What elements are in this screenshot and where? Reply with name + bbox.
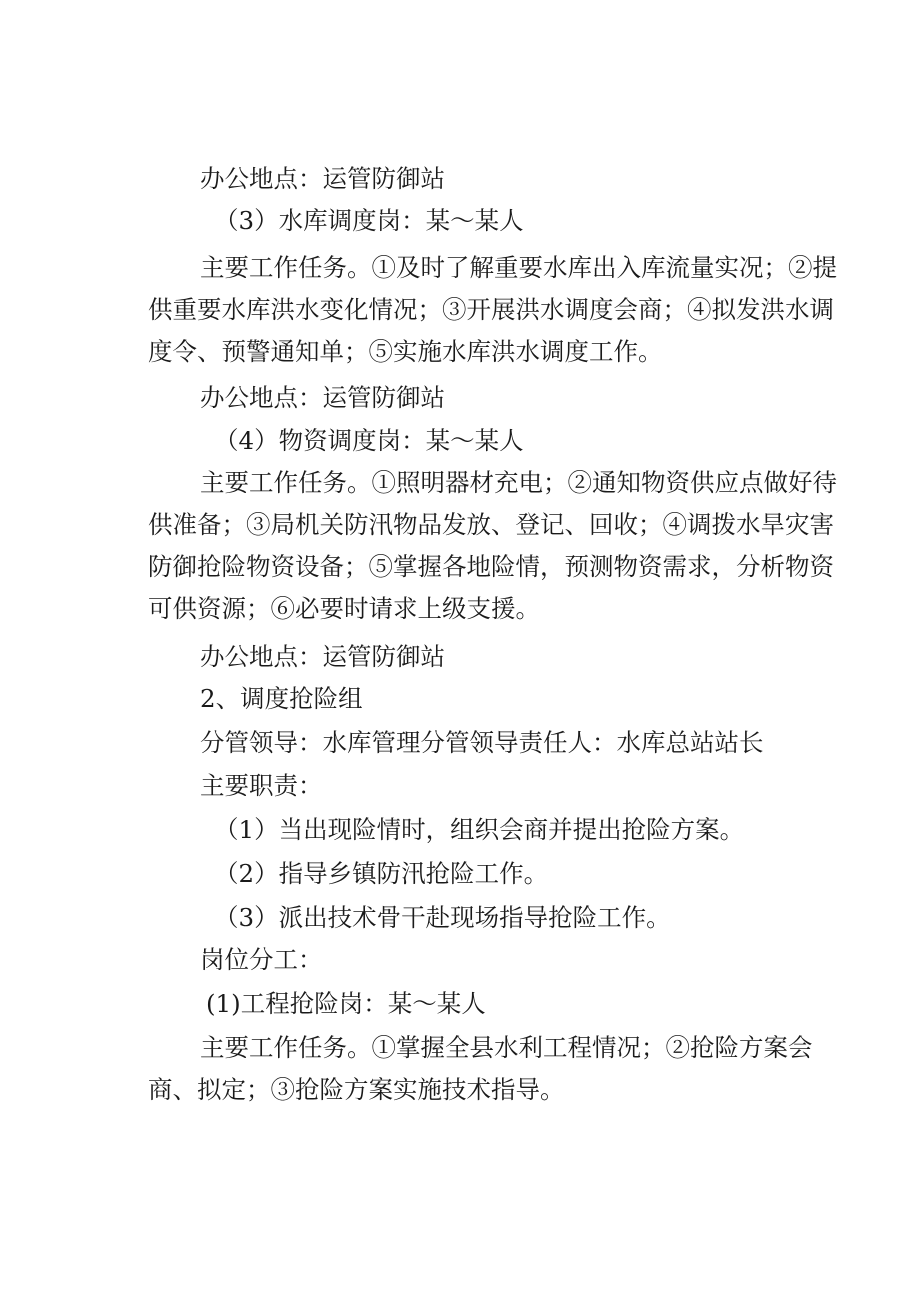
text-line: 主要职责： bbox=[200, 771, 323, 800]
text-line: (1)工程抢险岗：某～某人 bbox=[206, 989, 486, 1018]
list-item: （1）当出现险情时，组织会商并提出抢险方案。 bbox=[214, 815, 745, 844]
text-line: 分管领导：水库管理分管领导责任人：水库总站站长 bbox=[200, 728, 764, 757]
text-line: 办公地点：运管防御站 bbox=[200, 164, 445, 193]
text-line: 岗位分工： bbox=[200, 945, 323, 974]
engineering-rescue-tasks bbox=[148, 1027, 813, 1111]
list-item: （2）指导乡镇防汛抢险工作。 bbox=[214, 859, 549, 888]
engineering-rescue-post-heading bbox=[148, 983, 788, 1025]
leader-line bbox=[148, 722, 788, 764]
reservoir-dispatch-tasks bbox=[148, 247, 837, 373]
text-line: 供准备；③局机关防汛物品发放、登记、回收；④调拨水旱灾害 bbox=[148, 510, 834, 539]
reservoir-dispatch-post-heading bbox=[148, 200, 788, 242]
office-location-2 bbox=[148, 377, 788, 419]
text-line: 主要工作任务。①照明器材充电；②通知物资供应点做好待 bbox=[200, 468, 837, 497]
text-line: （4）物资调度岗：某～某人 bbox=[214, 426, 524, 455]
text-line: 度令、预警通知单；⑤实施水库洪水调度工作。 bbox=[148, 337, 663, 366]
text-line: 可供资源；⑥必要时请求上级支援。 bbox=[148, 594, 540, 623]
text-line: 供重要水库洪水变化情况；③开展洪水调度会商；④拟发洪水调 bbox=[148, 295, 834, 324]
material-dispatch-tasks bbox=[148, 462, 837, 630]
office-location-1 bbox=[148, 158, 788, 200]
text-line: 办公地点：运管防御站 bbox=[200, 642, 445, 671]
post-division-heading bbox=[148, 939, 788, 981]
text-line: 商、拟定；③抢险方案实施技术指导。 bbox=[148, 1075, 565, 1104]
duties-list bbox=[148, 809, 788, 939]
office-location-3 bbox=[148, 636, 788, 678]
main-duties-heading bbox=[148, 765, 788, 807]
text-line: （3）水库调度岗：某～某人 bbox=[214, 206, 524, 235]
list-item: （3）派出技术骨干赴现场指导抢险工作。 bbox=[214, 903, 671, 932]
text-line: 防御抢险物资设备；⑤掌握各地险情，预测物资需求，分析物资 bbox=[148, 552, 834, 581]
text-line: 2、调度抢险组 bbox=[200, 684, 363, 713]
text-line: 主要工作任务。①及时了解重要水库出入库流量实况；②提 bbox=[200, 253, 837, 282]
text-line: 主要工作任务。①掌握全县水利工程情况；②抢险方案会 bbox=[200, 1033, 813, 1062]
section-heading-dispatch-rescue bbox=[148, 678, 788, 720]
text-line: 办公地点：运管防御站 bbox=[200, 383, 445, 412]
material-dispatch-post-heading bbox=[148, 420, 788, 462]
